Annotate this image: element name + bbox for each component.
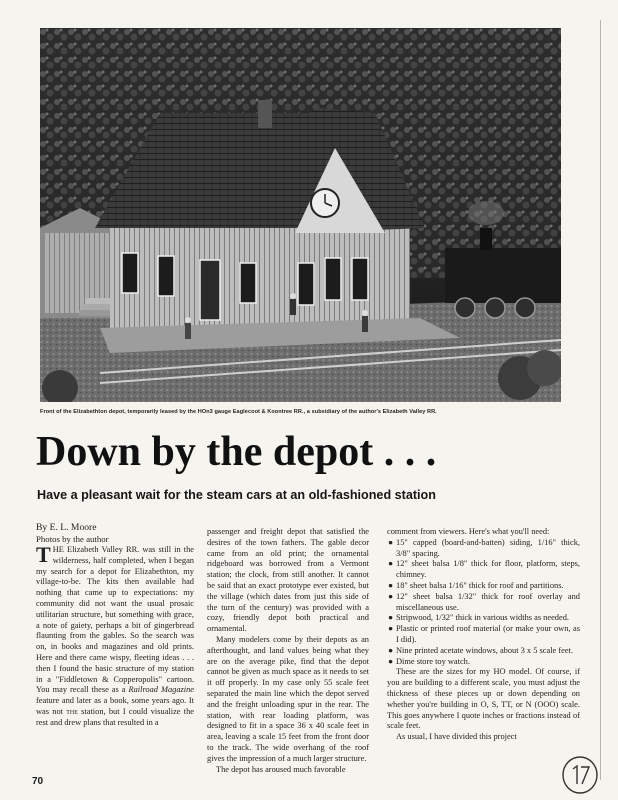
list-item	[387, 592, 580, 614]
list-item-text: 12" sheet balsa 1/32" thick for roof overlay and miscellaneous use.	[396, 591, 580, 612]
list-item-text: 15" capped (board-and-batten) siding, 1/16" thick, 3/8" spacing.	[396, 537, 580, 558]
list-item-text: Stripwood, 1/32" thick in various widths as needed.	[396, 613, 569, 623]
bullet-icon: ●	[388, 559, 394, 569]
body-paragraph: passenger and freight depot that satisfied the desires of the town fathers. The gable decor came from an old print; the ornamental ridgeboard was borrowed from a Vermont station; the clock, from still another. It cannot be said that an exact prototype ever existed, but the village (which dates from just this side of the turn of the century) was provided with a cozy, friendly depot both practical and ornamental.	[207, 527, 369, 634]
body-text-smallcaps: the	[66, 706, 78, 716]
list-item	[387, 646, 580, 657]
list-item	[387, 624, 580, 646]
materials-list	[387, 538, 580, 668]
article-subtitle: Have a pleasant wait for the steam cars at an old-fashioned station	[37, 488, 436, 502]
body-paragraph: comment from viewers. Here's what you'll need:	[387, 527, 550, 536]
body-text: HE Elizabeth Valley RR. was still in the wilderness, half completed, when I began my search for a depot for Elizabethton, my village-to-be. The kits then available had nothing that came up to expectations: my community did not want the usual prosaic utilitarian structure, but something with grace, a note of gaiety, perhaps a bit of gingerbread flaunting from the gables. So the search was on, in books and magazines and old prints. Here and there came wispy, fleeting ideas . . . then I found the basic structure of my station in a "Fiddletown & Copperopolis" cartoon. You may recall these as a	[36, 545, 194, 695]
bullet-icon: ●	[388, 656, 394, 666]
depot-photo-icon	[40, 28, 561, 402]
handwritten-page-mark-icon	[560, 752, 600, 796]
page-number: 70	[32, 776, 44, 787]
bullet-icon: ●	[388, 591, 394, 601]
text-column-3	[387, 527, 580, 743]
body-paragraph: The depot has aroused much favorable	[216, 764, 346, 774]
bullet-icon: ●	[388, 537, 394, 547]
page-edge-divider	[600, 20, 601, 780]
list-item	[387, 581, 580, 592]
body-paragraph: These are the sizes for my HO model. Of course, if you are building to a different scale, you must adjust the thickness of these pieces up or down depending on whether you're building in O, S, TT, or N (OOO) scale. This goes anywhere I quote inches or fractions instead of scale feet.	[387, 667, 580, 731]
bullet-icon: ●	[388, 580, 394, 590]
byline: By E. L. Moore	[36, 522, 97, 533]
body-text: feature and later as a book, some years ago. It was not	[36, 696, 194, 716]
bullet-icon: ●	[388, 624, 394, 634]
photo-credit: Photos by the author	[36, 534, 109, 544]
magazine-name: Railroad Magazine	[128, 685, 194, 695]
article-title: Down by the depot . . .	[36, 429, 437, 475]
list-item	[387, 657, 580, 668]
list-item-text: Dime store toy watch.	[396, 656, 470, 666]
list-item-text: 18" sheet balsa 1/16" thick for roof and partitions.	[396, 580, 564, 590]
list-item-text: 12" sheet balsa 1/8" thick for floor, platform, steps, chimney.	[396, 559, 580, 580]
body-paragraph: Many modelers come by their depots as an afterthought, and land values being what they are on the average pike, find that the depot cannot be given as much space as it needs to set it off properly. In my case only 55 scale feet separated the main line which the depot served and the freight unloading spur in the rear. The station, with rear loading platform, was designed to fit in a space 36 x 40 scale feet in area, leaving a scale 15 feet from the front door to the track. The wide overhang of the roof gives the impression of a much larger structure.	[207, 634, 369, 763]
list-item-text: Plastic or printed roof material (or make your own, as I did).	[396, 624, 580, 644]
photo-caption: Front of the Elizabethton depot, temporarily leased by the HOn3 gauge Eaglecoot & Koontree RR., a subsidiary of the author's Elizabeth Valley RR.	[40, 409, 437, 415]
text-column-1	[36, 522, 194, 729]
drop-cap: T	[36, 542, 51, 567]
list-item-text: Nine printed acetate windows, about 3 x 5 scale feet.	[396, 645, 573, 655]
text-column-2	[207, 527, 369, 775]
list-item	[387, 559, 580, 581]
list-item	[387, 613, 580, 624]
depot-photo	[40, 28, 561, 402]
body-paragraph: As usual, I have divided this project	[396, 732, 517, 742]
list-item	[387, 538, 580, 560]
bullet-icon: ●	[388, 645, 394, 655]
body-text: station, but I could visualize the rest and drew plans that resulted in a	[36, 706, 194, 727]
bullet-icon: ●	[388, 613, 394, 623]
body-paragraph	[36, 542, 194, 729]
